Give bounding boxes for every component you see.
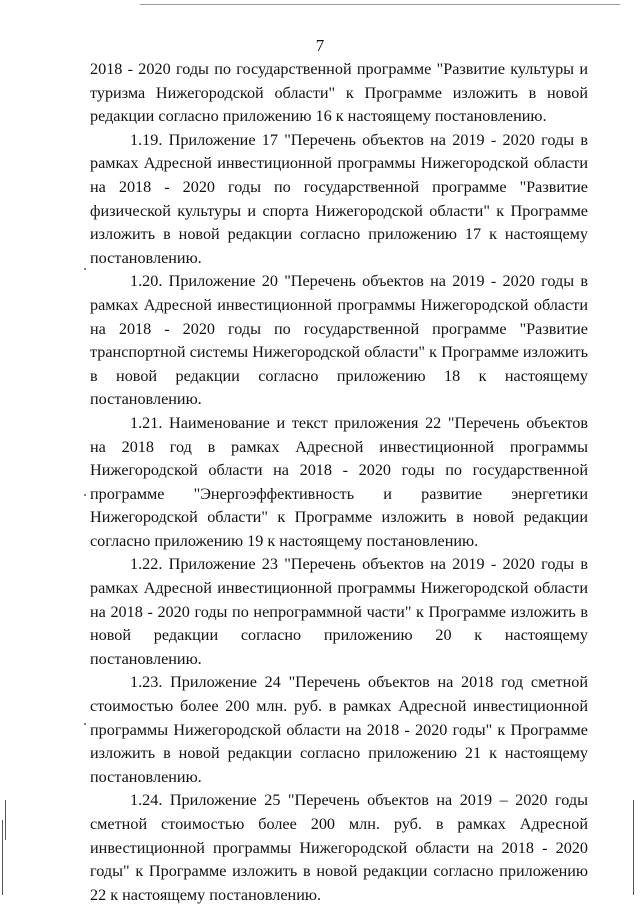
scan-edge-mark bbox=[5, 800, 6, 840]
paragraph-1-20: 1.20. Приложение 20 "Перечень объектов на 2019 - 2020 годы в рамках Адресной инвестиционной программы Нижегородской области на 2018 - 2020 годы по государственной программе "Развитие транспортной системы Нижегородской области" к Программе изложить в новой редакции согласно приложению 18 к настоящему постановлению. bbox=[90, 272, 588, 409]
paragraph-1-21: 1.21. Наименование и текст приложения 22 "Перечень объектов на 2018 год в рамках Адресной инвестиционной программы Нижегородской области на 2018 - 2020 годы по государственной программе "Энергоэффективность и развитие энергетики Нижегородской области" к Программе изложить в новой редакции согласно приложению 19 к настоящему постановлению. bbox=[90, 413, 588, 550]
scan-edge-mark bbox=[2, 820, 3, 895]
scan-dot-mark bbox=[84, 268, 86, 270]
scan-dot-mark bbox=[84, 723, 86, 725]
paragraph-1-23: 1.23. Приложение 24 "Перечень объектов на 2018 год сметной стоимостью более 200 млн. руб. в рамках Адресной инвестиционной программы Нижегородской области на 2018 - 2020 годы" к Программе изложить в новой редакции согласно приложению 21 к настоящему постановлению. bbox=[90, 673, 588, 786]
paragraph-1-24: 1.24. Приложение 25 "Перечень объектов на 2019 – 2020 годы сметной стоимостью более 200 млн. руб. в рамках Адресной инвестиционной программы Нижегородской области на 2018 - 2020 годы" к Программе изложить в новой редакции согласно приложению 22 к настоящему постановлению. bbox=[90, 791, 588, 904]
scan-dot-mark bbox=[84, 494, 86, 496]
document-body bbox=[90, 58, 588, 907]
paragraph-1-19: 1.19. Приложение 17 "Перечень объектов на 2019 - 2020 годы в рамках Адресной инвестиционной программы Нижегородской области на 2018 - 2020 годы по государственной программе "Развитие физической культуры и спорта Нижегородской области" к Программе изложить в новой редакции согласно приложению 17 к настоящему постановлению. bbox=[90, 130, 588, 267]
page-number: 7 bbox=[315, 36, 325, 55]
top-rule bbox=[140, 4, 620, 5]
scan-edge-mark bbox=[633, 800, 634, 895]
paragraph-1-22: 1.22. Приложение 23 "Перечень объектов на 2019 - 2020 годы в рамках Адресной инвестиционной программы Нижегородской области на 2018 - 2020 годы по непрограммной части" к Программе изложить в новой редакции согласно приложению 20 к настоящему постановлению. bbox=[90, 555, 588, 668]
paragraph-continuation: 2018 - 2020 годы по государственной программе "Развитие культуры и туризма Нижегородской области" к Программе изложить в новой редакции согласно приложению 16 к настоящему постановлению. bbox=[90, 60, 588, 126]
